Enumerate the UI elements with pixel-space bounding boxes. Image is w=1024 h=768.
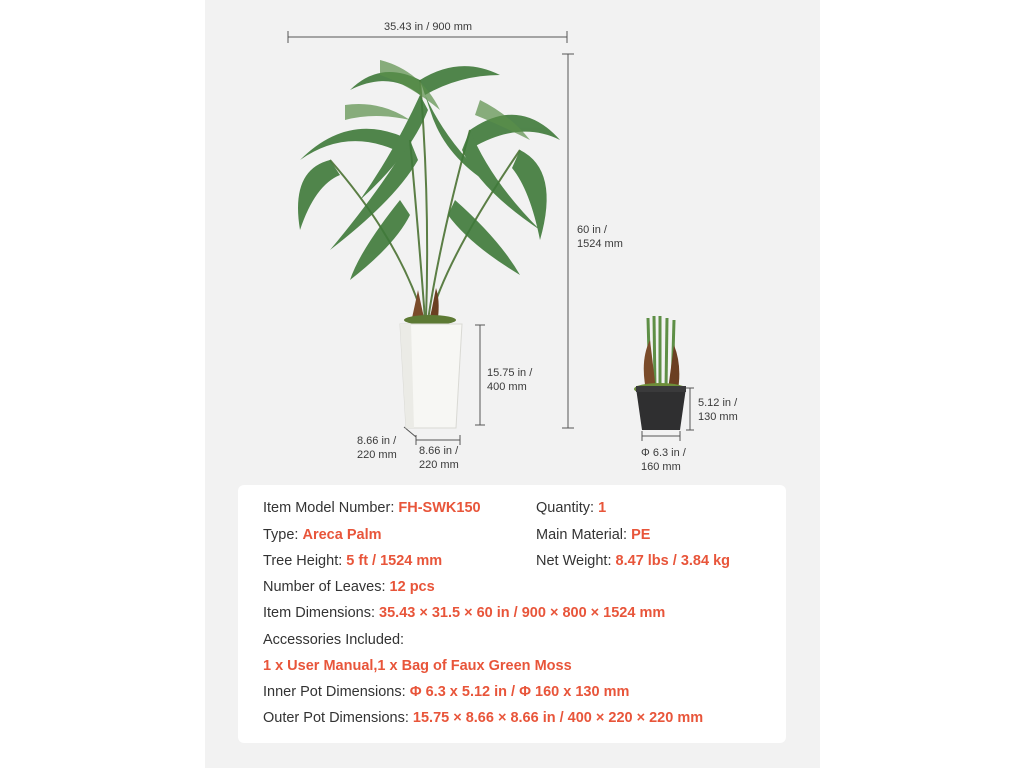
- inner-pot-height-label-line2: 130 mm: [698, 411, 738, 423]
- spec-leaves: [263, 578, 435, 596]
- spec-material-value: PE: [631, 527, 651, 543]
- pot-height-label-line1: 15.75 in /: [487, 367, 533, 379]
- white-pot: [400, 324, 462, 428]
- spec-weight: [536, 552, 730, 570]
- spec-inner-pot: [263, 683, 629, 701]
- spec-height-label: Tree Height:: [263, 553, 343, 569]
- inner-pot-height-label-line1: 5.12 in /: [698, 397, 738, 409]
- spec-outer-pot-value: 15.75 × 8.66 × 8.66 in / 400 × 220 × 220 mm: [412, 710, 704, 726]
- spec-type: [263, 526, 382, 544]
- inner-pot-plant: [634, 316, 686, 430]
- spec-outer-pot-label: Outer Pot Dimensions:: [263, 710, 409, 726]
- spec-inner-pot-value: Φ 6.3 x 5.12 in / Φ 160 x 130 mm: [409, 684, 630, 700]
- inner-pot-diameter-label-line1: Φ 6.3 in /: [641, 447, 686, 459]
- specs-card: [238, 485, 786, 743]
- spec-inner-pot-label: Inner Pot Dimensions:: [263, 684, 406, 700]
- spec-type-label: Type:: [263, 527, 299, 543]
- spec-model-label: Item Model Number:: [263, 500, 395, 516]
- width-label: 35.43 in / 900 mm: [384, 21, 473, 33]
- pot-base-dimension-lines: [404, 427, 460, 445]
- inner-pot-height-label: [698, 396, 738, 424]
- inner-pot-diameter-label-line2: 160 mm: [641, 461, 681, 473]
- spec-quantity-label: Quantity:: [536, 500, 595, 516]
- height-label: [577, 223, 623, 251]
- inner-pot-height-line: [686, 388, 694, 430]
- spec-model-value: FH-SWK150: [398, 500, 481, 516]
- pot-width-label: [419, 444, 459, 472]
- spec-accessories-value: 1 x User Manual,1 x Bag of Faux Green Moss: [263, 658, 572, 674]
- spec-weight-value: 8.47 lbs / 3.84 kg: [615, 553, 730, 569]
- spec-type-value: Areca Palm: [302, 527, 382, 543]
- pot-height-label: [487, 366, 532, 394]
- spec-weight-label: Net Weight:: [536, 553, 612, 569]
- spec-height: [263, 552, 442, 570]
- spec-accessories: [263, 631, 404, 649]
- spec-accessories-label: Accessories Included:: [263, 632, 405, 648]
- spec-height-value: 5 ft / 1524 mm: [346, 553, 443, 569]
- spec-item-dimensions-value: 35.43 × 31.5 × 60 in / 900 × 800 × 1524 mm: [379, 605, 666, 621]
- spec-item-dimensions-label: Item Dimensions:: [263, 605, 376, 621]
- pot-height-dimension-line: [475, 325, 485, 425]
- height-label-line2: 1524 mm: [577, 238, 623, 250]
- pot-depth-label: [357, 434, 397, 462]
- pot-width-label-line2: 220 mm: [419, 459, 459, 471]
- spec-quantity-value: 1: [598, 500, 607, 516]
- spec-accessories-value-row: [263, 657, 572, 675]
- spec-item-dimensions: [263, 604, 665, 622]
- pot-width-label-line1: 8.66 in /: [419, 445, 459, 457]
- spec-outer-pot: [263, 709, 703, 727]
- spec-leaves-value: 12 pcs: [389, 579, 435, 595]
- pot-depth-label-line2: 220 mm: [357, 449, 397, 461]
- pot-height-label-line2: 400 mm: [487, 381, 527, 393]
- spec-material: [536, 526, 650, 544]
- height-dimension-line: [562, 54, 574, 428]
- pot-depth-label-line1: 8.66 in /: [357, 435, 397, 447]
- inner-pot-diameter-line: [642, 431, 680, 441]
- spec-leaves-label: Number of Leaves:: [263, 579, 386, 595]
- areca-palm-plant: [298, 60, 560, 325]
- spec-material-label: Main Material:: [536, 527, 628, 543]
- spec-quantity: [536, 499, 606, 517]
- height-label-line1: 60 in /: [577, 224, 607, 236]
- inner-pot-diameter-label: [641, 446, 686, 474]
- spec-model: [263, 499, 481, 517]
